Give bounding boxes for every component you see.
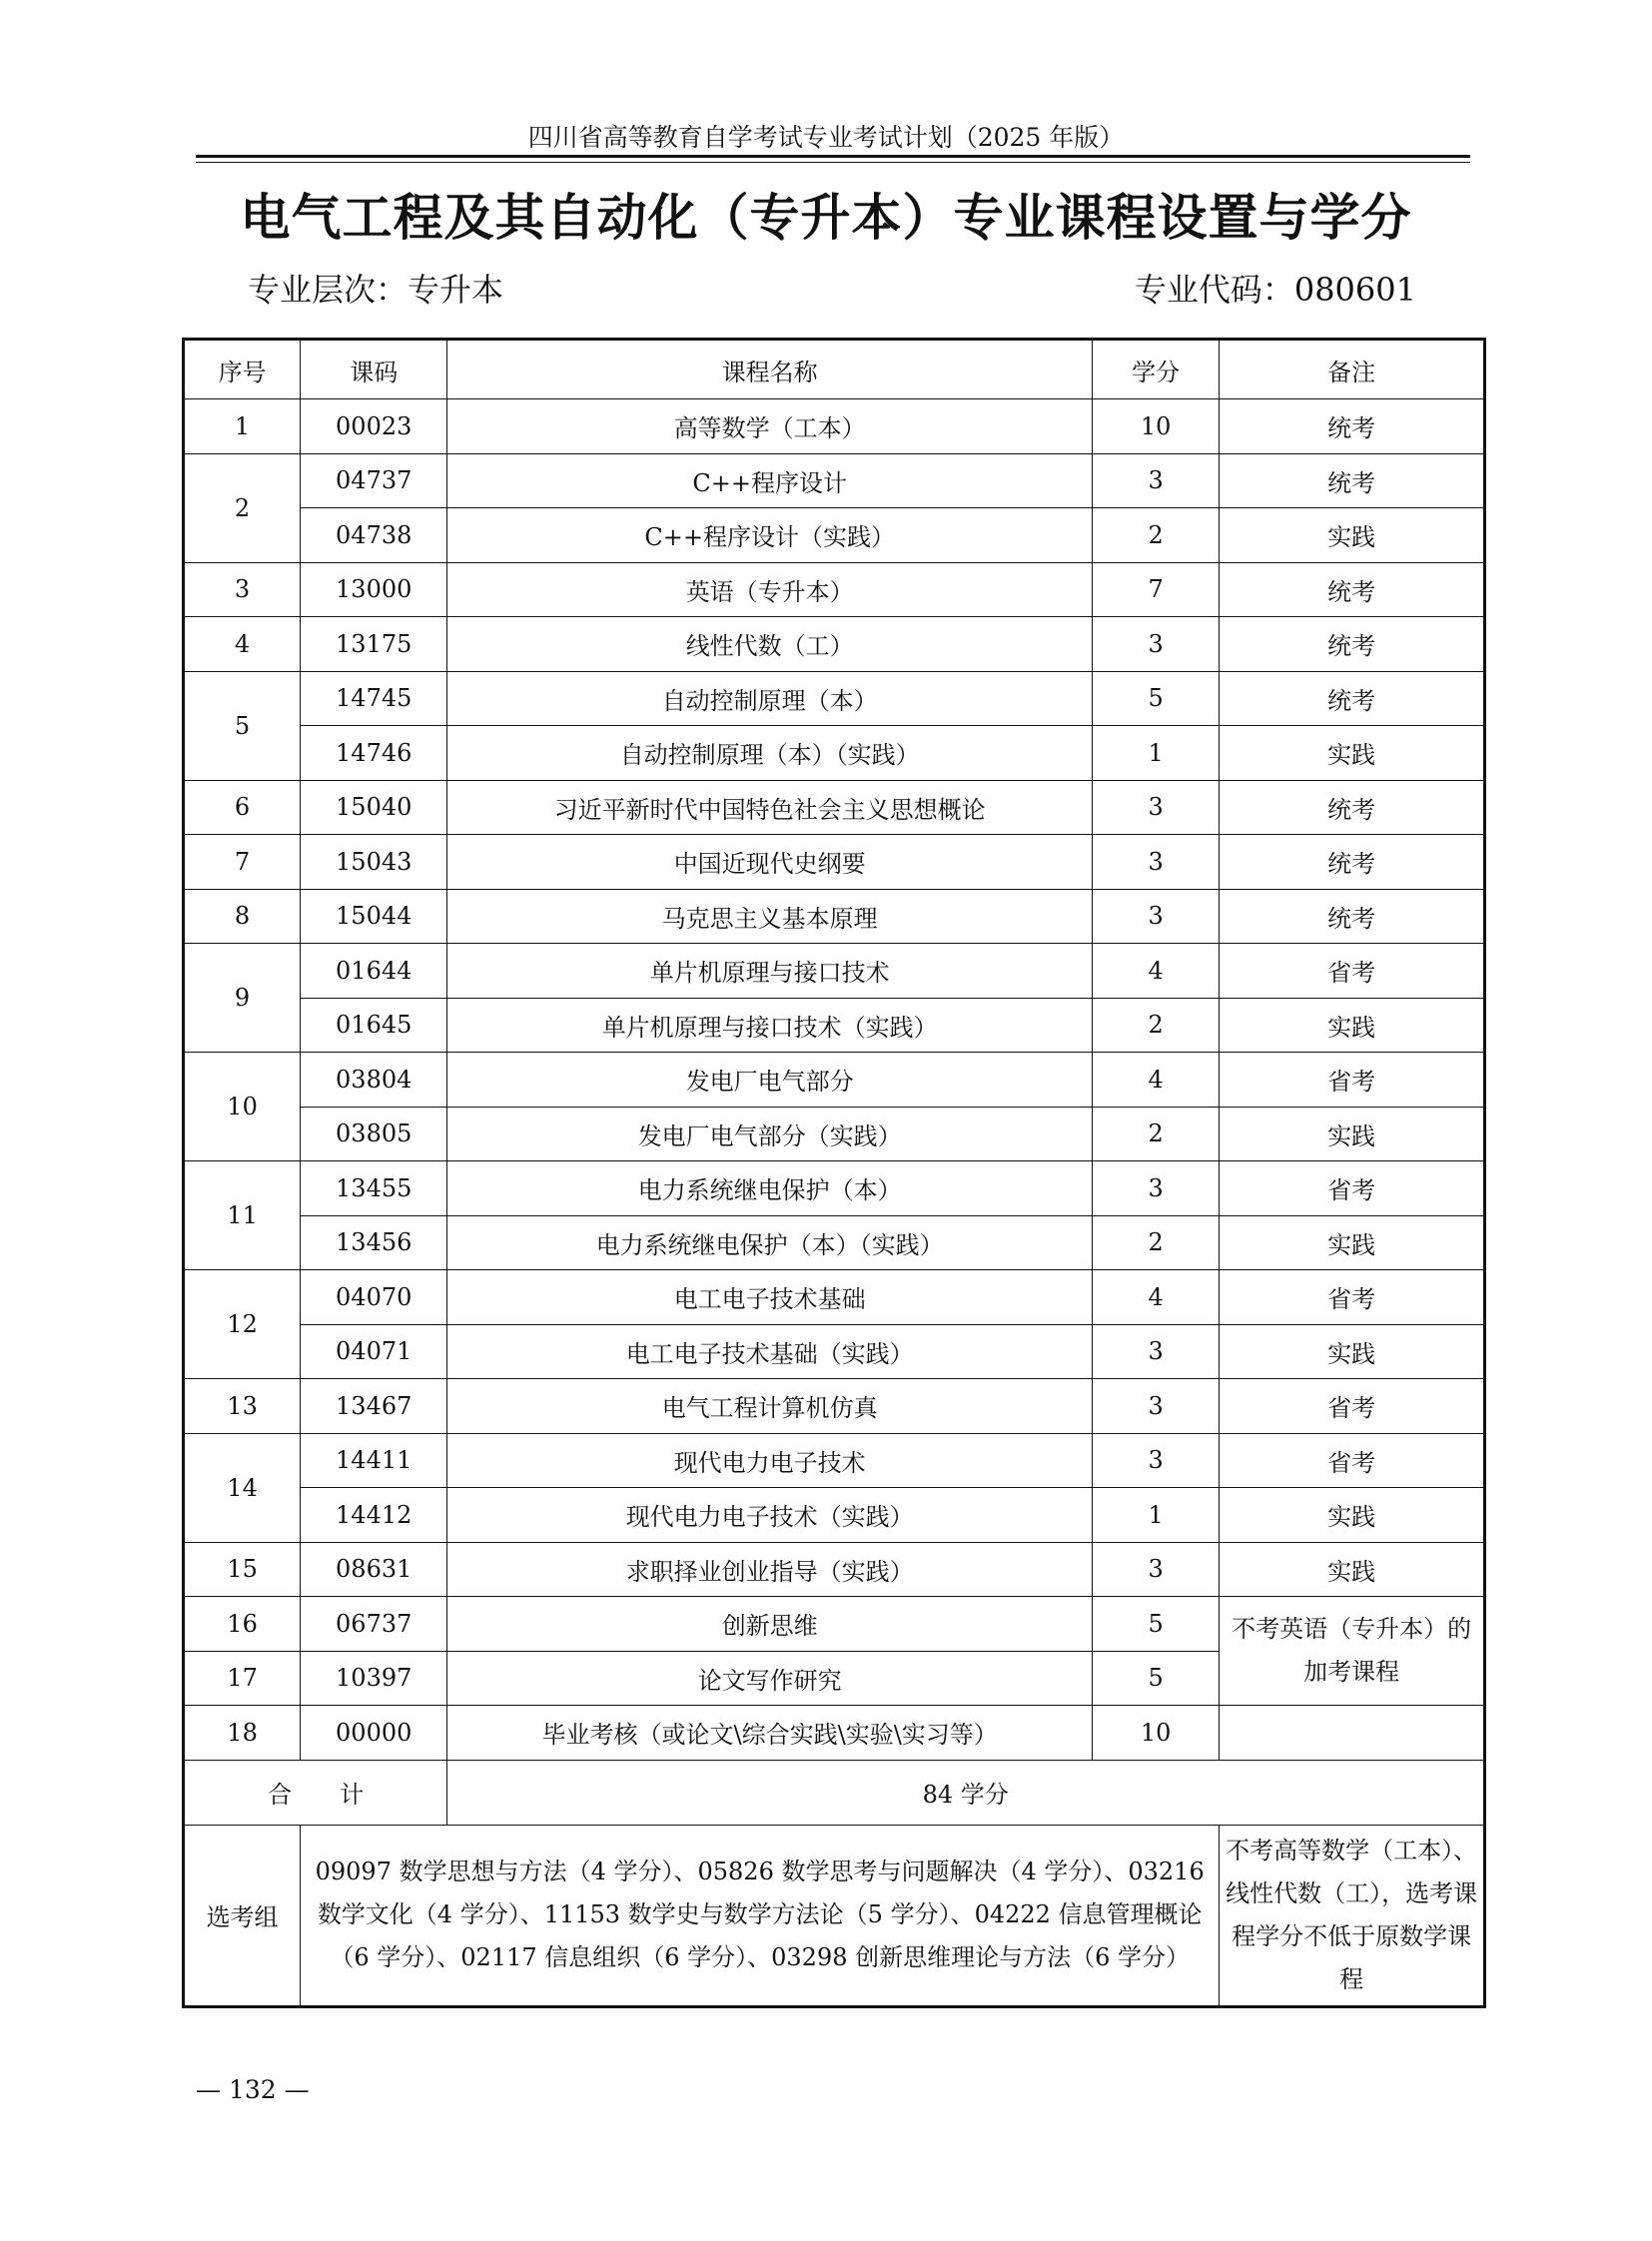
row-name: 电工电子技术基础（实践） xyxy=(447,1324,1093,1379)
row-no: 17 xyxy=(184,1651,301,1706)
row-name: 现代电力电子技术 xyxy=(447,1433,1093,1488)
row-note: 不考英语（专升本）的加考课程 xyxy=(1220,1597,1485,1706)
table-row xyxy=(184,1379,1485,1434)
row-note: 实践 xyxy=(1220,508,1485,563)
row-credit: 3 xyxy=(1093,1379,1220,1434)
row-code: 14745 xyxy=(301,671,447,726)
row-credit: 1 xyxy=(1093,1488,1220,1543)
row-note: 实践 xyxy=(1220,998,1485,1053)
row-code: 00023 xyxy=(301,399,447,454)
table-row xyxy=(184,1161,1485,1216)
row-note: 统考 xyxy=(1220,453,1485,508)
row-credit: 4 xyxy=(1093,944,1220,999)
table-row xyxy=(184,998,1485,1053)
row-note: 实践 xyxy=(1220,1107,1485,1161)
row-no: 13 xyxy=(184,1379,301,1434)
row-code: 01644 xyxy=(301,944,447,999)
row-name: 毕业考核（或论文\综合实践\实验\实习等） xyxy=(447,1706,1093,1761)
row-note: 实践 xyxy=(1220,1488,1485,1543)
row-note: 统考 xyxy=(1220,562,1485,617)
header-note: 备注 xyxy=(1220,340,1485,399)
course-table xyxy=(182,338,1486,2008)
row-credit: 5 xyxy=(1093,1651,1220,1706)
row-name: 电气工程计算机仿真 xyxy=(447,1379,1093,1434)
row-note xyxy=(1220,1706,1485,1761)
row-no: 5 xyxy=(184,671,301,780)
row-code: 14746 xyxy=(301,726,447,781)
row-no: 18 xyxy=(184,1706,301,1761)
row-credit: 3 xyxy=(1093,453,1220,508)
row-credit: 7 xyxy=(1093,562,1220,617)
table-row xyxy=(184,1597,1485,1652)
table-row xyxy=(184,1270,1485,1325)
row-code: 15040 xyxy=(301,780,447,835)
row-name: 现代电力电子技术（实践） xyxy=(447,1488,1093,1543)
row-note: 统考 xyxy=(1220,671,1485,726)
running-header: 四川省高等教育自学考试专业考试计划（2025 年版） xyxy=(527,123,1125,152)
table-row xyxy=(184,1324,1485,1379)
row-note: 省考 xyxy=(1220,1270,1485,1325)
row-credit: 4 xyxy=(1093,1053,1220,1108)
row-name: 论文写作研究 xyxy=(447,1651,1093,1706)
row-no: 7 xyxy=(184,835,301,890)
row-name: 发电厂电气部分（实践） xyxy=(447,1107,1093,1161)
row-code: 13456 xyxy=(301,1215,447,1270)
row-no: 10 xyxy=(184,1053,301,1161)
row-name: 自动控制原理（本）（实践） xyxy=(447,726,1093,781)
row-note: 实践 xyxy=(1220,1215,1485,1270)
row-note: 统考 xyxy=(1220,399,1485,454)
elective-row xyxy=(184,1825,1485,2006)
row-credit: 3 xyxy=(1093,835,1220,890)
page-title: 电气工程及其自动化（专升本）专业课程设置与学分 xyxy=(240,189,1412,247)
row-note: 统考 xyxy=(1220,617,1485,672)
table-row xyxy=(184,1215,1485,1270)
table-header-row xyxy=(184,340,1485,399)
row-no: 15 xyxy=(184,1542,301,1597)
row-name: 单片机原理与接口技术 xyxy=(447,944,1093,999)
row-code: 08631 xyxy=(301,1542,447,1597)
table-row xyxy=(184,1433,1485,1488)
row-name: C++程序设计 xyxy=(447,453,1093,508)
row-no: 16 xyxy=(184,1597,301,1652)
row-name: 单片机原理与接口技术（实践） xyxy=(447,998,1093,1053)
table-row xyxy=(184,453,1485,508)
row-credit: 2 xyxy=(1093,1107,1220,1161)
row-code: 13000 xyxy=(301,562,447,617)
page-number: — 132 — xyxy=(196,2075,310,2104)
row-credit: 10 xyxy=(1093,399,1220,454)
row-name: 创新思维 xyxy=(447,1597,1093,1652)
row-credit: 10 xyxy=(1093,1706,1220,1761)
row-code: 10397 xyxy=(301,1651,447,1706)
row-credit: 2 xyxy=(1093,1215,1220,1270)
row-note: 省考 xyxy=(1220,1161,1485,1216)
total-label: 合 计 xyxy=(184,1760,447,1825)
row-code: 06737 xyxy=(301,1597,447,1652)
table-row xyxy=(184,1542,1485,1597)
row-code: 13455 xyxy=(301,1161,447,1216)
row-credit: 1 xyxy=(1093,726,1220,781)
total-row xyxy=(184,1760,1485,1825)
row-code: 04737 xyxy=(301,453,447,508)
row-name: 习近平新时代中国特色社会主义思想概论 xyxy=(447,780,1093,835)
header-code: 课码 xyxy=(301,340,447,399)
row-code: 14411 xyxy=(301,1433,447,1488)
table-row xyxy=(184,399,1485,454)
row-credit: 5 xyxy=(1093,1597,1220,1652)
row-no: 1 xyxy=(184,399,301,454)
row-no: 4 xyxy=(184,617,301,672)
row-note: 统考 xyxy=(1220,780,1485,835)
row-code: 14412 xyxy=(301,1488,447,1543)
row-credit: 3 xyxy=(1093,1433,1220,1488)
row-note: 省考 xyxy=(1220,1433,1485,1488)
row-no: 3 xyxy=(184,562,301,617)
row-name: C++程序设计（实践） xyxy=(447,508,1093,563)
table-row xyxy=(184,562,1485,617)
row-name: 电工电子技术基础 xyxy=(447,1270,1093,1325)
row-name: 自动控制原理（本） xyxy=(447,671,1093,726)
header-rule-thin xyxy=(196,162,1470,163)
table-row xyxy=(184,617,1485,672)
row-credit: 3 xyxy=(1093,780,1220,835)
header-rule-thick xyxy=(196,155,1470,158)
row-name: 中国近现代史纲要 xyxy=(447,835,1093,890)
elective-label: 选考组 xyxy=(184,1825,301,2006)
table-row xyxy=(184,1488,1485,1543)
row-name: 马克思主义基本原理 xyxy=(447,889,1093,944)
row-note: 实践 xyxy=(1220,1542,1485,1597)
table-row xyxy=(184,1706,1485,1761)
row-code: 04071 xyxy=(301,1324,447,1379)
major-code: 专业代码：080601 xyxy=(1134,271,1416,309)
table-row xyxy=(184,944,1485,999)
row-credit: 5 xyxy=(1093,671,1220,726)
row-no: 11 xyxy=(184,1161,301,1270)
elective-note: 不考高等数学（工本）、线性代数（工），选考课程学分不低于原数学课程 xyxy=(1220,1825,1485,2006)
table-row xyxy=(184,780,1485,835)
row-credit: 3 xyxy=(1093,889,1220,944)
row-name: 发电厂电气部分 xyxy=(447,1053,1093,1108)
row-credit: 3 xyxy=(1093,617,1220,672)
row-code: 04738 xyxy=(301,508,447,563)
row-name: 线性代数（工） xyxy=(447,617,1093,672)
row-code: 13467 xyxy=(301,1379,447,1434)
row-credit: 3 xyxy=(1093,1161,1220,1216)
row-credit: 3 xyxy=(1093,1542,1220,1597)
row-code: 03805 xyxy=(301,1107,447,1161)
row-code: 03804 xyxy=(301,1053,447,1108)
row-note: 实践 xyxy=(1220,726,1485,781)
row-no: 12 xyxy=(184,1270,301,1379)
row-note: 统考 xyxy=(1220,835,1485,890)
header-no: 序号 xyxy=(184,340,301,399)
row-name: 求职择业创业指导（实践） xyxy=(447,1542,1093,1597)
major-level: 专业层次：专升本 xyxy=(248,271,504,309)
header-credit: 学分 xyxy=(1093,340,1220,399)
row-name: 电力系统继电保护（本）（实践） xyxy=(447,1215,1093,1270)
row-credit: 4 xyxy=(1093,1270,1220,1325)
table-row xyxy=(184,726,1485,781)
row-note: 实践 xyxy=(1220,1324,1485,1379)
table-row xyxy=(184,508,1485,563)
elective-courses: 09097 数学思想与方法（4 学分）、05826 数学思考与问题解决（4 学分）、03216 数学文化（4 学分）、11153 数学史与数学方法论（5 学分）、04222 信息管理概论（6 学分）、02117 信息组织（6 学分）、03298 创新思维理论与方法（6 学分） xyxy=(301,1825,1220,2006)
row-name: 电力系统继电保护（本） xyxy=(447,1161,1093,1216)
header-name: 课程名称 xyxy=(447,340,1093,399)
row-code: 15043 xyxy=(301,835,447,890)
row-code: 13175 xyxy=(301,617,447,672)
table-row xyxy=(184,671,1485,726)
table-row xyxy=(184,889,1485,944)
row-credit: 3 xyxy=(1093,1324,1220,1379)
row-code: 01645 xyxy=(301,998,447,1053)
row-note: 省考 xyxy=(1220,1379,1485,1434)
row-no: 14 xyxy=(184,1433,301,1542)
row-no: 8 xyxy=(184,889,301,944)
row-no: 2 xyxy=(184,453,301,562)
row-code: 15044 xyxy=(301,889,447,944)
row-code: 04070 xyxy=(301,1270,447,1325)
row-credit: 2 xyxy=(1093,998,1220,1053)
row-note: 省考 xyxy=(1220,1053,1485,1108)
row-no: 6 xyxy=(184,780,301,835)
row-note: 统考 xyxy=(1220,889,1485,944)
total-value: 84 学分 xyxy=(447,1760,1485,1825)
row-no: 9 xyxy=(184,944,301,1053)
row-code: 00000 xyxy=(301,1706,447,1761)
row-credit: 2 xyxy=(1093,508,1220,563)
row-name: 高等数学（工本） xyxy=(447,399,1093,454)
table-row xyxy=(184,835,1485,890)
table-row xyxy=(184,1053,1485,1108)
row-name: 英语（专升本） xyxy=(447,562,1093,617)
row-note: 省考 xyxy=(1220,944,1485,999)
table-row xyxy=(184,1107,1485,1161)
